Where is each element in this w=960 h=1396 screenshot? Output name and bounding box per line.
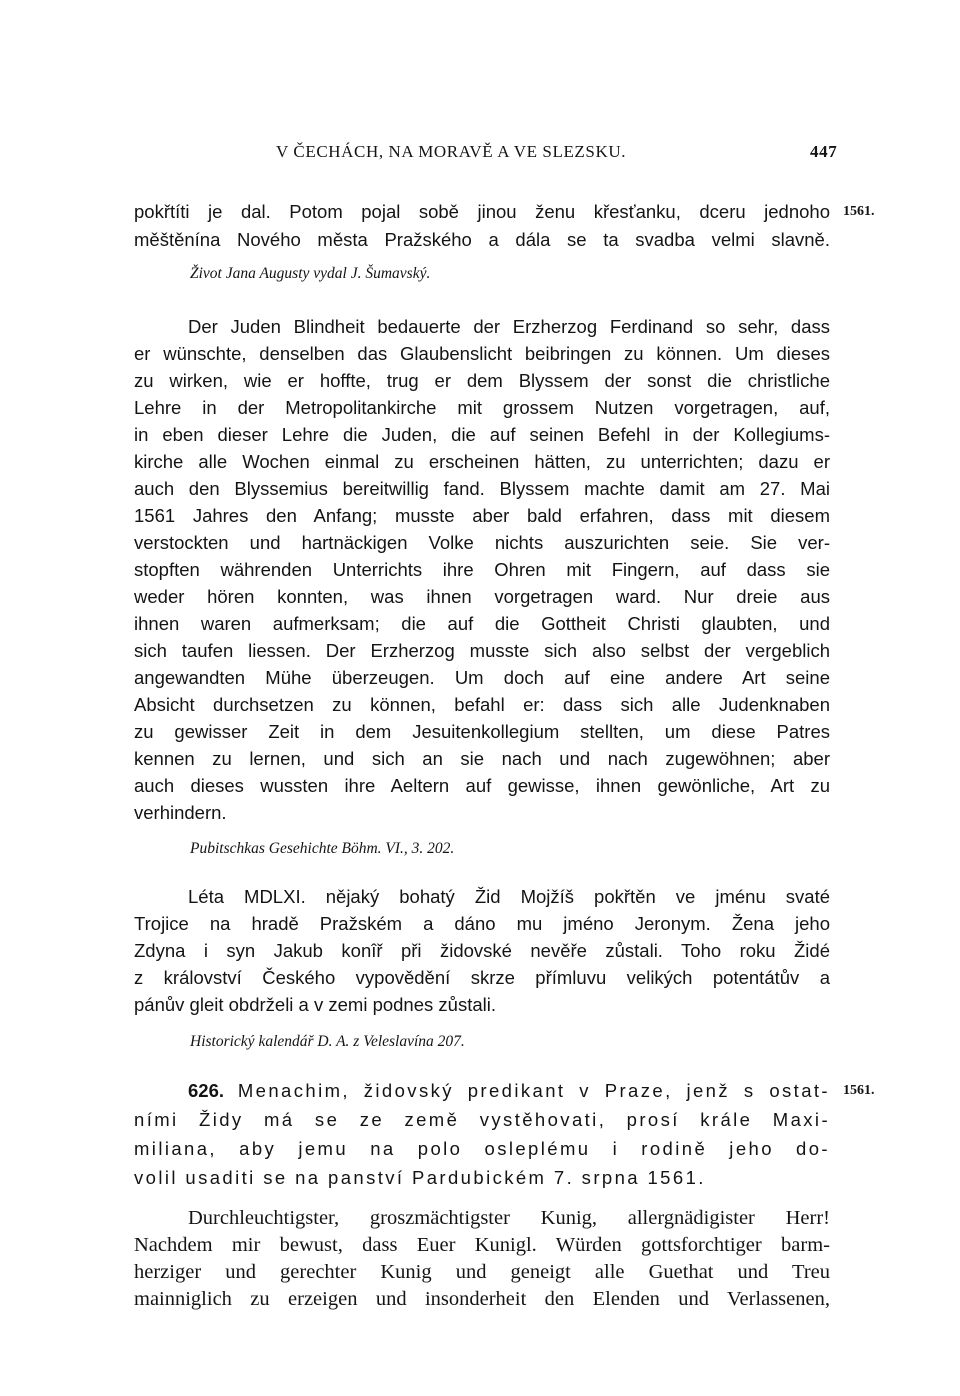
text-line: in eben dieser Lehre die Juden, die auf seinen Befehl in der Kollegiums- xyxy=(134,424,830,445)
text-line: Lehre in der Metropolitankirche mit grossem Nutzen vorgetragen, auf, xyxy=(134,397,830,418)
text-line: sich taufen liessen. Der Erzherzog musste sich also selbst der vergeblich xyxy=(134,640,830,661)
text-line: auch dieses wussten ihre Aeltern auf gewisse, ihnen gewönliche, Art zu xyxy=(134,775,830,796)
section-number: 626. xyxy=(188,1080,225,1101)
text-line: Zdyna i syn Jakub konîř při židovské nevěře zůstali. Toho roku Židé xyxy=(134,940,830,961)
text-line: auch den Blyssemius bereitwillig fand. Blyssem machte damit am 27. Mai xyxy=(134,478,830,499)
section-heading-line: ními Židy má se ze země vystěhovati, prosí krále Maxi- xyxy=(134,1109,830,1130)
running-title: V ČECHÁCH, NA MORAVĚ A VE SLEZSKU. xyxy=(276,142,627,161)
text-line: Durchleuchtigster, groszmächtigster Kunig, allergnädigister Herr! xyxy=(188,1207,830,1229)
text-line: Léta MDLXI. nějaký bohatý Žid Mojžíš pokřtěn ve jménu svaté xyxy=(188,886,830,907)
text-line: zu wirken, wie er hoffte, trug er dem Blyssem der sonst die christliche xyxy=(134,370,830,391)
text-line: mainniglich zu erzeigen und insonderheit den Elenden und Verlassenen, xyxy=(134,1288,830,1310)
section-heading-text: Menachim, židovský predikant v Praze, jenž s ostat- xyxy=(224,1080,830,1101)
text-line: zu gewisser Zeit in dem Jesuitenkollegium stellten, um diese Patres xyxy=(134,721,830,742)
text-line: ihnen waren aufmerksam; die auf die Gottheit Christi glaubten, und xyxy=(134,613,830,634)
citation: Život Jana Augusty vydal J. Šumavský. xyxy=(190,265,431,282)
text-line: angewandten Mühe überzeugen. Um doch auf eine andere Art seine xyxy=(134,667,830,688)
text-line: weder hören konnten, was ihnen vorgetragen ward. Nur dreie aus xyxy=(134,586,830,607)
text-line: Der Juden Blindheit bedauerte der Erzherzog Ferdinand so sehr, dass xyxy=(188,316,830,337)
section-heading-line xyxy=(188,1078,830,1104)
citation: Pubitschkas Gesehichte Böhm. VI., 3. 202. xyxy=(190,840,455,857)
margin-year: 1561. xyxy=(843,1083,875,1098)
citation: Historický kalendář D. A. z Veleslavína 207. xyxy=(190,1033,465,1050)
text-line: pánův gleit obdrželi a v zemi podnes zůstali. xyxy=(134,994,496,1015)
text-line: Nachdem mir bewust, dass Euer Kunigl. Würden gottsforchtiger barm- xyxy=(134,1234,830,1256)
text-line: kirche alle Wochen einmal zu erscheinen hätten, zu unterrichten; dazu er xyxy=(134,451,830,472)
text-line: herziger und gerechter Kunig und geneigt alle Guethat und Treu xyxy=(134,1261,830,1283)
section-heading-line: volil usaditi se na panství Pardubickém 7. srpna 1561. xyxy=(134,1167,706,1188)
text-line: verstockten und hartnäckigen Volke nichts auszurichten seie. Sie ver- xyxy=(134,532,830,553)
text-line: 1561 Jahres den Anfang; musste aber bald erfahren, dass mit diesem xyxy=(134,505,830,526)
text-line: měštěnína Nového města Pražského a dála se ta svadba velmi slavně. xyxy=(134,229,830,250)
text-line: kennen zu lernen, und sich an sie nach und nach zugewöhnen; aber xyxy=(134,748,830,769)
text-line: z království Českého vypovědění skrze přímluvu velikých potentátův a xyxy=(134,967,830,988)
text-line: Absicht durchsetzen zu können, befahl er: dass sich alle Judenknaben xyxy=(134,694,830,715)
text-line: Trojice na hradě Pražském a dáno mu jméno Jeronym. Žena jeho xyxy=(134,913,830,934)
margin-year: 1561. xyxy=(843,204,875,219)
text-line: stopften währenden Unterrichts ihre Ohren mit Fingern, auf dass sie xyxy=(134,559,830,580)
text-line: er wünschte, denselben das Glaubenslicht beibringen zu können. Um dieses xyxy=(134,343,830,364)
text-line: verhindern. xyxy=(134,802,227,823)
section-heading-line: miliana, aby jemu na polo osleplému i rodině jeho do- xyxy=(134,1138,830,1159)
text-line: pokřtíti je dal. Potom pojal sobě jinou ženu křesťanku, dceru jednoho xyxy=(134,201,830,222)
page-number: 447 xyxy=(810,142,838,161)
